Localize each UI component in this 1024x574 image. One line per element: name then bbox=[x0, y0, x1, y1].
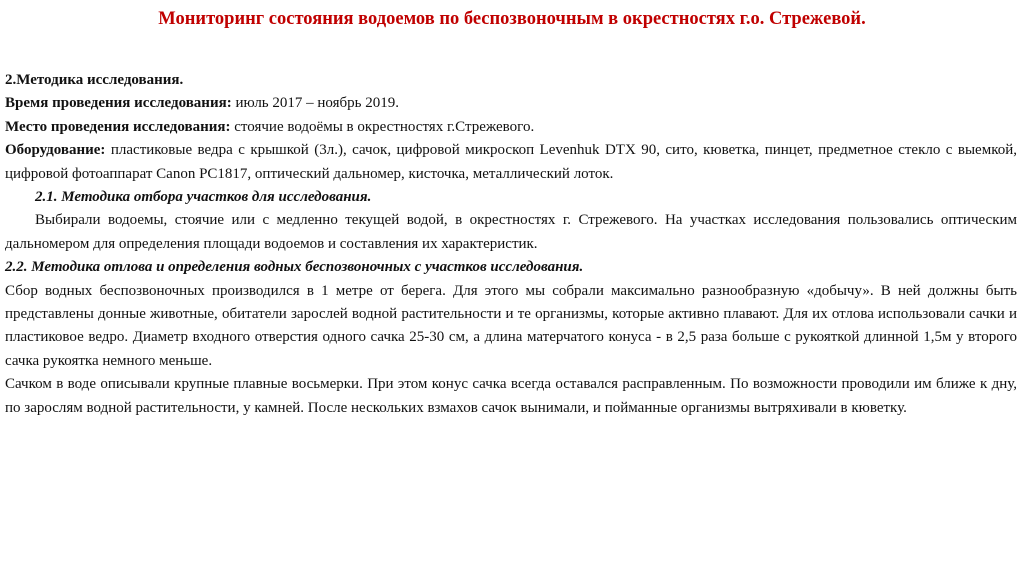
subsection-1-text: Выбирали водоемы, стоячие или с медленно текущей водой, в окрестностях г. Стрежевого. На участках исследования пользовались оптическим дальномером для определения площади водоемов и составления их характеристик. bbox=[5, 212, 1017, 252]
document-body bbox=[5, 69, 1017, 420]
section-heading: 2.Методика исследования. bbox=[5, 72, 184, 88]
research-time-label: Время проведения исследования: bbox=[5, 95, 232, 112]
equipment-value: пластиковые ведра с крышкой (3л.), сачок, цифровой микроскоп Levenhuk DTX 90, сито, кюветка, пинцет, предметное стекло с выемкой, цифровой фотоаппарат Canon PC1817, оптический дальномер, кисточка, металлический лоток. bbox=[5, 142, 1017, 182]
research-place-line bbox=[5, 116, 1017, 139]
research-time-value: июль 2017 – ноябрь 2019. bbox=[231, 95, 400, 112]
research-place-value: стоячие водоёмы в окрестностях г.Стрежевого. bbox=[230, 118, 535, 135]
research-place-label: Место проведения исследования: bbox=[5, 118, 231, 135]
subsection-1-heading: 2.1. Методика отбора участков для исследования. bbox=[35, 189, 372, 206]
page-title: Мониторинг состояния водоемов по беспозвоночным в окрестностях г.о. Стрежевой. bbox=[158, 9, 866, 29]
equipment-label: Оборудование: bbox=[5, 142, 106, 159]
equipment-paragraph bbox=[5, 139, 1017, 186]
research-time-line bbox=[5, 92, 1017, 115]
subsection-2-paragraph-1: Сбор водных беспозвоночных производился в 1 метре от берега. Для этого мы собрали максимально разнообразную «добычу». В ней должны быть представлены донные животные, обитатели зарослей водной растительности и те организмы, которые активно плавают. Для их отлова использовали сачки и пластиковое ведро. Диаметр входного отверстия одного сачка 25-30 см, а длина матерчатого конуса - в 2,5 раза больше с рукояткой длинной 1,5м у второго сачка рукоятка немного меньше. bbox=[5, 282, 1017, 369]
subsection-2-paragraph-2: Сачком в воде описывали крупные плавные восьмерки. При этом конус сачка всегда оставался расправленным. По возможности проводили им ближе к дну, по зарослям водной растительности, у камней. После нескольких взмахов сачок вынимали, и пойманные организмы вытряхивали в кюветку. bbox=[5, 376, 1017, 416]
subsection-2-heading: 2.2. Методика отлова и определения водных беспозвоночных с участков исследования. bbox=[5, 259, 584, 276]
